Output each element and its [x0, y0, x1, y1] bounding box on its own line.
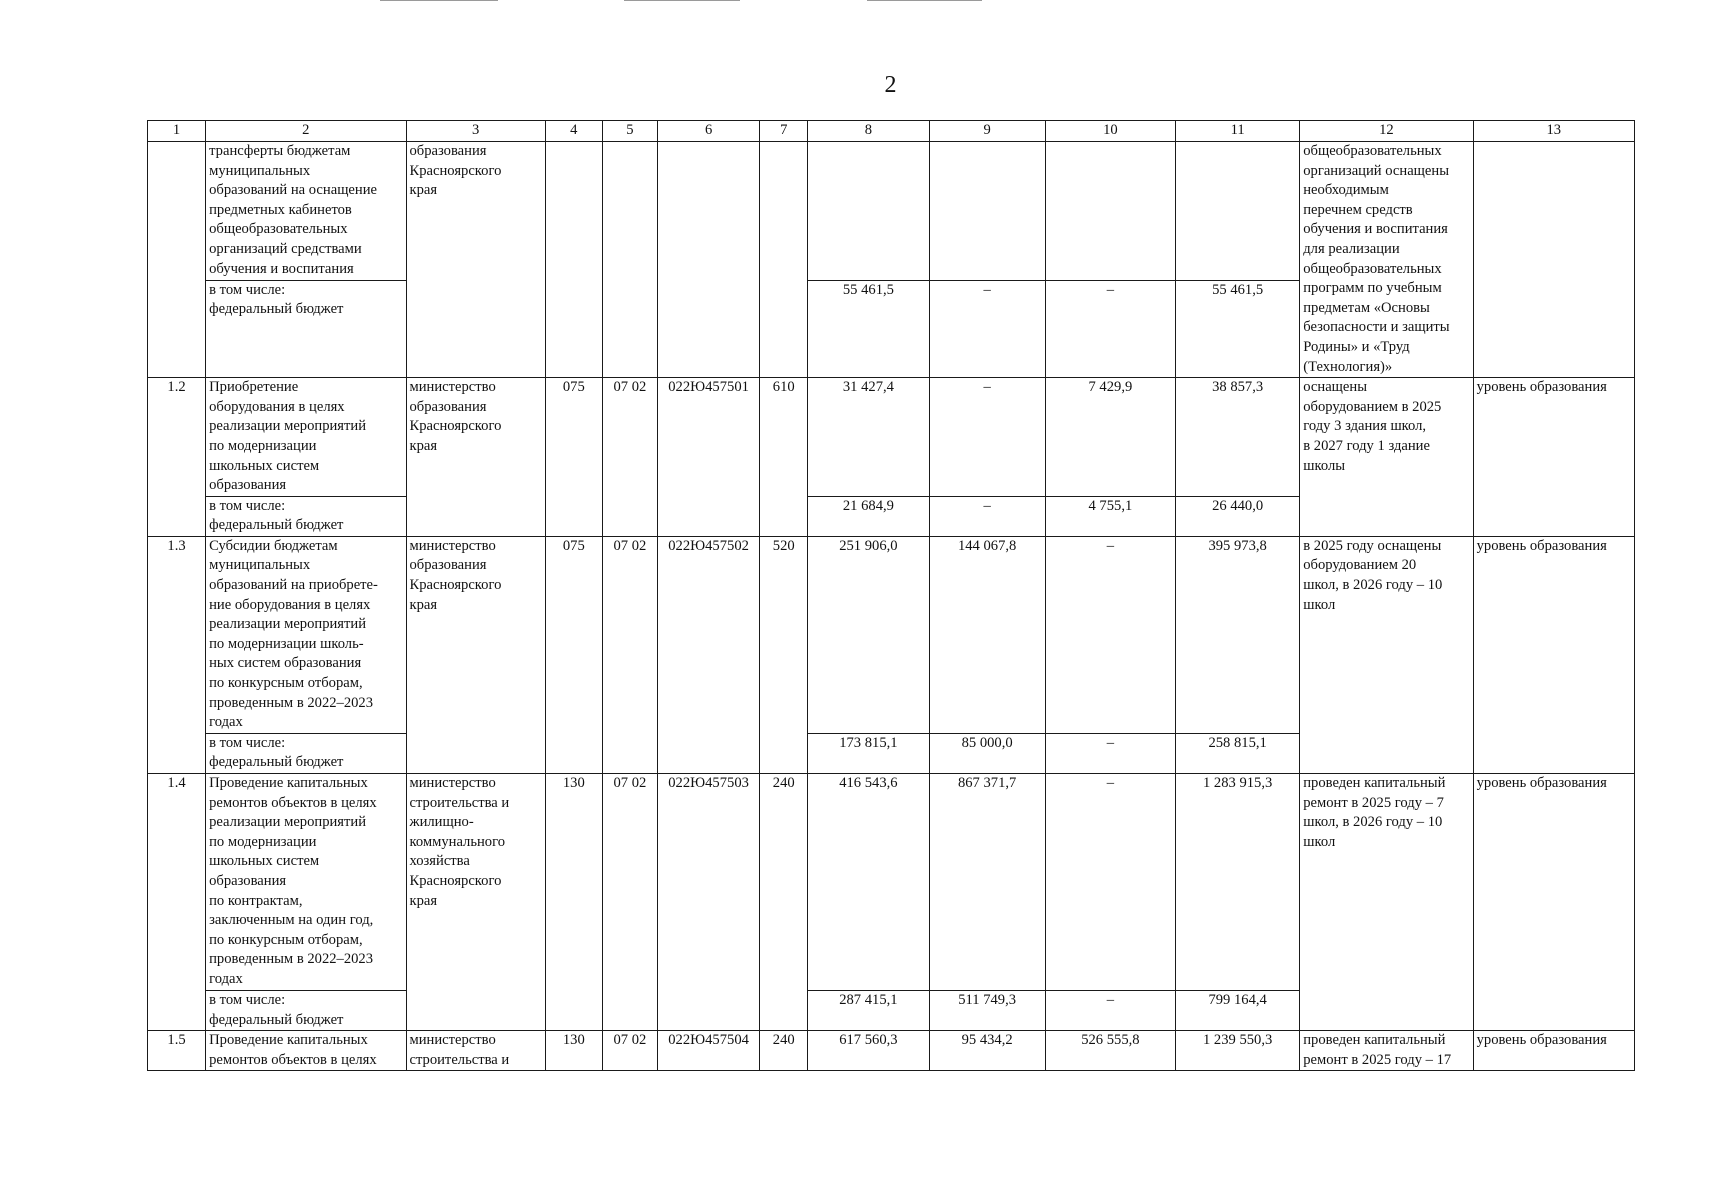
amount-cell: 511 749,3: [929, 991, 1045, 1031]
page-number: 2: [884, 72, 897, 98]
amount-cell: 144 067,8: [929, 536, 1045, 733]
measure-name: Приобретение оборудования в целях реализации мероприятий по модернизации школьных систем образования: [206, 378, 406, 497]
code-cell: 240: [760, 1031, 808, 1071]
amount-cell: 251 906,0: [808, 536, 929, 733]
code-cell: 07 02: [602, 536, 657, 773]
measure-name: Субсидии бюджетам муниципальных образований на приобрете- ние оборудования в целях реализации мероприятий по модернизации школь- ных систем образования по конкурсным отборам, проведенным в 2022–2023 годах: [206, 536, 406, 733]
table-header-row: [148, 121, 1635, 142]
header-cell: 2: [206, 121, 406, 142]
responsible-body: министерство строительства и жилищно- коммунального хозяйства Красноярского края: [406, 774, 545, 1031]
header-cell: 5: [602, 121, 657, 142]
amount-cell: 173 815,1: [808, 733, 929, 773]
header-cell: 11: [1176, 121, 1300, 142]
header-cell: 6: [657, 121, 759, 142]
top-rule: [624, 0, 740, 1]
code-cell: 07 02: [602, 378, 657, 537]
code-cell: 520: [760, 536, 808, 773]
indicator-cell: уровень образования: [1473, 536, 1634, 773]
amount-cell: 95 434,2: [929, 1031, 1045, 1071]
amount-cell: 85 000,0: [929, 733, 1045, 773]
expected-result: оснащены оборудованием в 2025 году 3 здания школ, в 2027 году 1 здание школы: [1300, 378, 1473, 537]
amount-cell: –: [1045, 774, 1175, 991]
amount-cell: 38 857,3: [1176, 378, 1300, 497]
row-number: 1.2: [148, 378, 206, 537]
amount-cell: –: [929, 280, 1045, 377]
amount-cell: 799 164,4: [1176, 991, 1300, 1031]
amount-cell: [1176, 142, 1300, 281]
row-number: 1.5: [148, 1031, 206, 1071]
amount-cell: 258 815,1: [1176, 733, 1300, 773]
code-cell: 022Ю457502: [657, 536, 759, 773]
amount-cell: 1 283 915,3: [1176, 774, 1300, 991]
amount-cell: 4 755,1: [1045, 496, 1175, 536]
code-cell: [657, 142, 759, 378]
row-number: [148, 142, 206, 378]
code-cell: 07 02: [602, 1031, 657, 1071]
amount-cell: 7 429,9: [1045, 378, 1175, 497]
header-cell: 10: [1045, 121, 1175, 142]
table-row: [148, 142, 1635, 281]
code-cell: 022Ю457503: [657, 774, 759, 1031]
table-row: [148, 774, 1635, 991]
amount-cell: –: [1045, 733, 1175, 773]
code-cell: [545, 142, 602, 378]
amount-cell: –: [1045, 280, 1175, 377]
code-cell: 07 02: [602, 774, 657, 1031]
indicator-cell: [1473, 142, 1634, 378]
subrow-label: в том числе: федеральный бюджет: [206, 991, 406, 1031]
header-cell: 9: [929, 121, 1045, 142]
header-cell: 12: [1300, 121, 1473, 142]
amount-cell: 395 973,8: [1176, 536, 1300, 733]
header-cell: 4: [545, 121, 602, 142]
responsible-body: министерство строительства и: [406, 1031, 545, 1071]
responsible-body: министерство образования Красноярского края: [406, 536, 545, 773]
amount-cell: 55 461,5: [1176, 280, 1300, 377]
code-cell: 240: [760, 774, 808, 1031]
responsible-body: министерство образования Красноярского края: [406, 378, 545, 537]
amount-cell: 21 684,9: [808, 496, 929, 536]
code-cell: [760, 142, 808, 378]
expected-result: в 2025 году оснащены оборудованием 20 школ, в 2026 году – 10 школ: [1300, 536, 1473, 773]
header-cell: 8: [808, 121, 929, 142]
amount-cell: 867 371,7: [929, 774, 1045, 991]
amount-cell: –: [1045, 536, 1175, 733]
amount-cell: [808, 142, 929, 281]
measure-name: трансферты бюджетам муниципальных образований на оснащение предметных кабинетов общеобразовательных организаций средствами обучения и воспитания: [206, 142, 406, 281]
amount-cell: 31 427,4: [808, 378, 929, 497]
header-cell: 13: [1473, 121, 1634, 142]
subrow-label: в том числе: федеральный бюджет: [206, 496, 406, 536]
amount-cell: [1045, 142, 1175, 281]
amount-cell: –: [1045, 991, 1175, 1031]
measure-name: Проведение капитальных ремонтов объектов в целях реализации мероприятий по модернизации школьных систем образования по контрактам, заключенным на один год, по конкурсным отборам, проведенным в 2022–2023 годах: [206, 774, 406, 991]
row-number: 1.4: [148, 774, 206, 1031]
code-cell: 022Ю457501: [657, 378, 759, 537]
indicator-cell: уровень образования: [1473, 378, 1634, 537]
indicator-cell: уровень образования: [1473, 774, 1634, 1031]
table-row: [148, 1031, 1635, 1071]
subrow-label: в том числе: федеральный бюджет: [206, 280, 406, 377]
expected-result: общеобразовательных организаций оснащены необходимым перечнем средств обучения и воспитания для реализации общеобразовательных программ по учебным предметам «Основы безопасности и защиты Родины» и «Труд (Технология)»: [1300, 142, 1473, 378]
amount-cell: 526 555,8: [1045, 1031, 1175, 1071]
amount-cell: 55 461,5: [808, 280, 929, 377]
row-number: 1.3: [148, 536, 206, 773]
measure-name: Проведение капитальных ремонтов объектов в целях: [206, 1031, 406, 1071]
code-cell: 130: [545, 774, 602, 1031]
budget-table: [147, 120, 1635, 1071]
amount-cell: 1 239 550,3: [1176, 1031, 1300, 1071]
header-cell: 3: [406, 121, 545, 142]
expected-result: проведен капитальный ремонт в 2025 году – 17: [1300, 1031, 1473, 1071]
code-cell: 075: [545, 378, 602, 537]
code-cell: 075: [545, 536, 602, 773]
expected-result: проведен капитальный ремонт в 2025 году – 7 школ, в 2026 году – 10 школ: [1300, 774, 1473, 1031]
top-rule: [867, 0, 982, 1]
top-rule: [380, 0, 498, 1]
header-cell: 7: [760, 121, 808, 142]
amount-cell: –: [929, 496, 1045, 536]
amount-cell: 26 440,0: [1176, 496, 1300, 536]
table-row: [148, 378, 1635, 497]
amount-cell: 416 543,6: [808, 774, 929, 991]
code-cell: 610: [760, 378, 808, 537]
amount-cell: 617 560,3: [808, 1031, 929, 1071]
amount-cell: 287 415,1: [808, 991, 929, 1031]
indicator-cell: уровень образования: [1473, 1031, 1634, 1071]
code-cell: 130: [545, 1031, 602, 1071]
code-cell: [602, 142, 657, 378]
subrow-label: в том числе: федеральный бюджет: [206, 733, 406, 773]
header-cell: 1: [148, 121, 206, 142]
code-cell: 022Ю457504: [657, 1031, 759, 1071]
responsible-body: образования Красноярского края: [406, 142, 545, 378]
amount-cell: [929, 142, 1045, 281]
table-row: [148, 536, 1635, 733]
amount-cell: –: [929, 378, 1045, 497]
